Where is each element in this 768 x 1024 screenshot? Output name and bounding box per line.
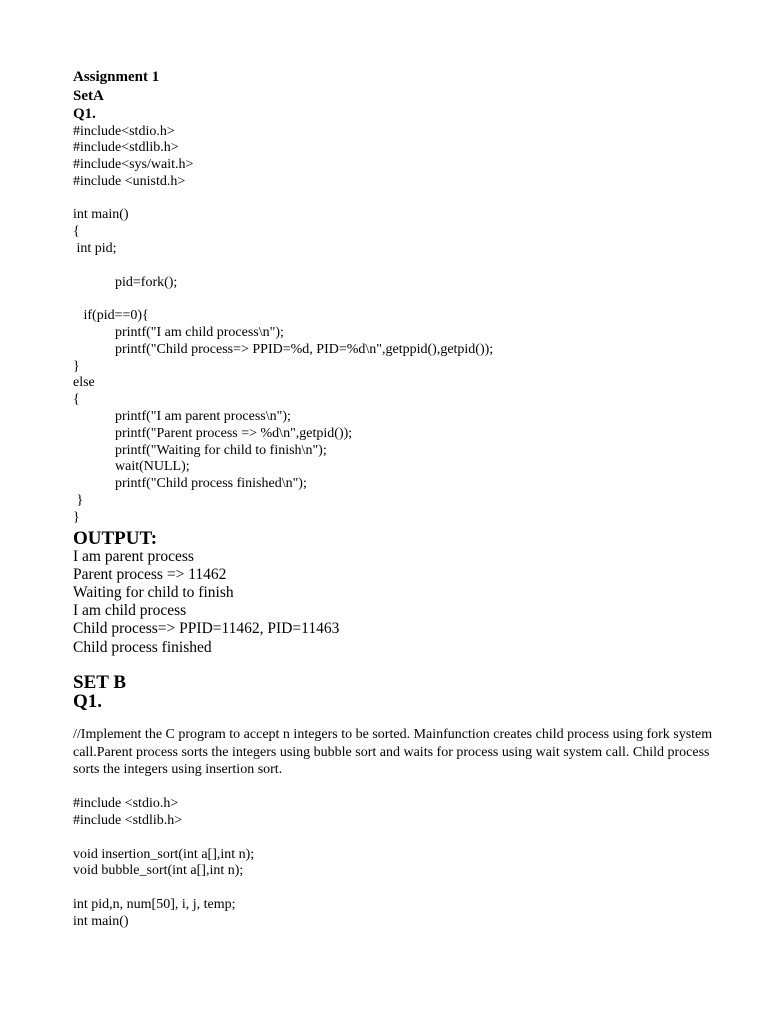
code-line: #include<stdio.h> (73, 123, 175, 139)
code-line: } (73, 493, 84, 509)
code-line: int pid; (73, 241, 117, 257)
set-a-heading: SetA (73, 87, 104, 104)
code-line: { (73, 224, 80, 240)
code-line: printf("Parent process => %d\n",getpid()); (73, 425, 353, 441)
code-line: wait(NULL); (73, 459, 190, 475)
output-block (73, 548, 713, 657)
code-line: printf("Waiting for child to finish\n"); (73, 442, 327, 458)
code-line: else (73, 375, 95, 391)
set-b-heading: SET B (73, 671, 126, 693)
output-heading: OUTPUT: (73, 527, 158, 549)
code-line: } (73, 509, 80, 525)
code-line: { (73, 392, 80, 408)
code-line: void insertion_sort(int a[],int n); (73, 846, 255, 862)
code-line: printf("Child process=> PPID=%d, PID=%d\n",getppid(),getpid()); (73, 341, 494, 357)
output-line: I am child process (73, 602, 187, 620)
code-line: #include <unistd.h> (73, 173, 186, 189)
output-line: Child process finished (73, 638, 212, 656)
set-a-code-block (73, 124, 713, 527)
question-heading: Q1. (73, 106, 96, 122)
code-line: } (73, 358, 80, 374)
code-line (73, 880, 713, 897)
code-line (73, 258, 713, 275)
output-line: Child process=> PPID=11462, PID=11463 (73, 620, 340, 638)
assignment-title: Assignment 1 (73, 69, 160, 85)
code-line: int main() (73, 913, 129, 929)
output-line: I am parent process (73, 547, 194, 565)
set-b-description: //Implement the C program to accept n integers to be sorted. Mainfunction creates child process using fork system call.Parent process sorts the integers using bubble sort and waits for process using wait system call. Child process sorts the integers using insertion sort. (73, 726, 713, 778)
code-line: #include<sys/wait.h> (73, 157, 194, 173)
code-line: void bubble_sort(int a[],int n); (73, 863, 244, 879)
output-line: Waiting for child to finish (73, 584, 234, 601)
code-line: printf("I am child process\n"); (73, 325, 284, 341)
code-line: #include <stdlib.h> (73, 812, 183, 828)
code-line (73, 291, 713, 308)
code-line: printf("I am parent process\n"); (73, 409, 291, 425)
output-line: Parent process => 11462 (73, 565, 227, 583)
code-line: #include<stdlib.h> (73, 140, 179, 156)
code-line: printf("Child process finished\n"); (73, 476, 307, 492)
code-line: int pid,n, num[50], i, j, temp; (73, 896, 236, 912)
code-line: pid=fork(); (73, 274, 178, 290)
set-b-code-block (73, 796, 713, 930)
code-line (73, 191, 713, 208)
code-line: if(pid==0){ (73, 308, 149, 324)
set-b-question-heading: Q1. (73, 690, 103, 712)
code-line: int main() (73, 207, 129, 223)
code-line (73, 830, 713, 847)
document-page (73, 68, 713, 931)
code-line: #include <stdio.h> (73, 796, 179, 812)
